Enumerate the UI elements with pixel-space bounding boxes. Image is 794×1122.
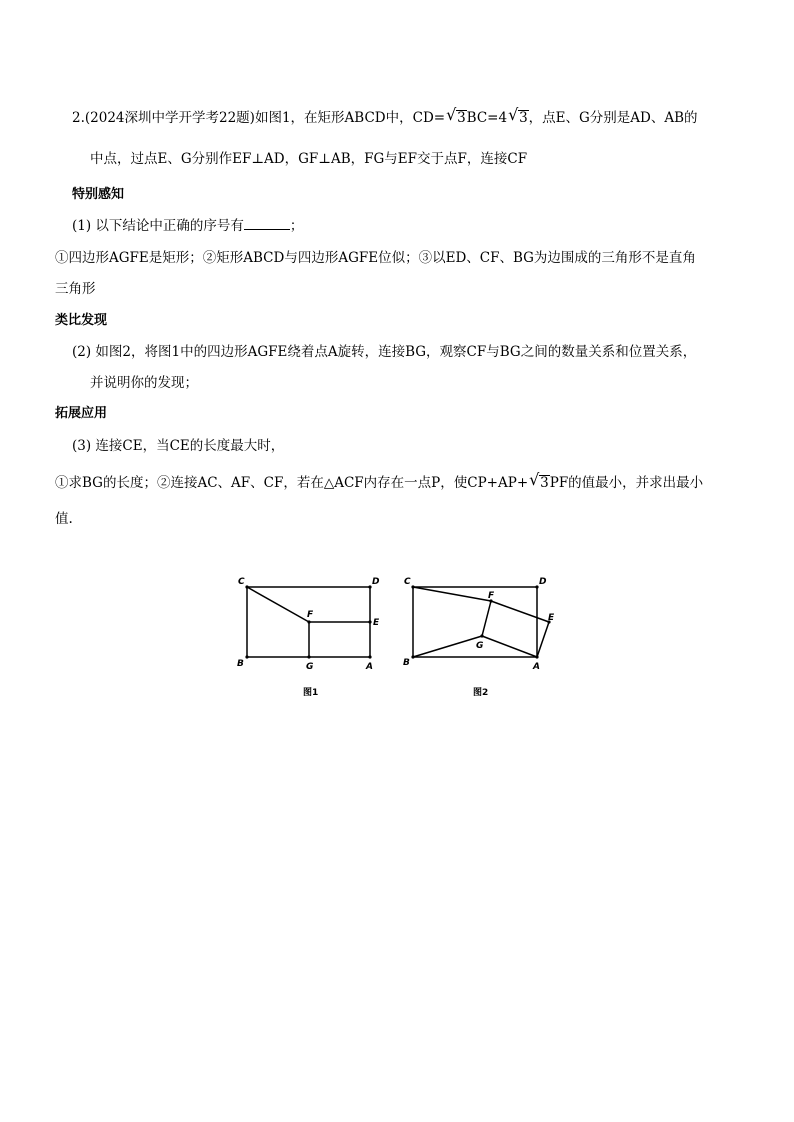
- sqrt-symbol: √ 3: [508, 108, 529, 128]
- figure-1-caption: 图1: [303, 688, 319, 698]
- answer-blank[interactable]: [244, 216, 290, 230]
- question-1-text: (1) 以下结论中正确的序号有: [72, 218, 244, 234]
- label-d: D: [539, 577, 547, 587]
- label-d: D: [372, 577, 380, 587]
- section-heading-2: 类比发现: [55, 313, 108, 328]
- problem-text-a: 2.(2024深圳中学开学考22题)如图1，在矩形ABCD中，CD=: [72, 110, 446, 126]
- question-3-text-b: PF的值最小，并求出最小: [549, 475, 704, 491]
- question-3-line-2: [55, 473, 703, 493]
- figure-2: [400, 570, 565, 680]
- label-a: A: [533, 662, 540, 672]
- problem-text-b: BC=4: [466, 110, 508, 126]
- label-g: G: [306, 662, 314, 672]
- label-f: F: [488, 591, 495, 601]
- question-2-line-1: (2) 如图2，将图1中的四边形AGFE绕着点A旋转，连接BG，观察CF与BG之间的数量关系和位置关系，: [72, 344, 697, 360]
- label-f: F: [307, 610, 314, 620]
- options-line-1: ①四边形AGFE是矩形；②矩形ABCD与四边形AGFE位似；③以ED、CF、BG为边围成的三角形不是直角: [55, 250, 696, 266]
- label-g: G: [476, 641, 484, 651]
- question-1-end: ；: [289, 218, 304, 234]
- options-line-2: 三角形: [55, 281, 96, 297]
- label-e: E: [373, 618, 380, 628]
- question-2-line-2: 并说明你的发现；: [90, 375, 198, 391]
- question-3-text-a: ①求BG的长度；②连接AC、AF、CF，若在△ACF内存在一点P，使CP+AP+: [55, 475, 529, 491]
- section-heading-3: 拓展应用: [55, 406, 108, 421]
- sqrt-symbol: √ 3: [446, 108, 467, 128]
- problem-text-c: ，点E、G分别是AD、AB的: [528, 110, 698, 126]
- question-3-line-1: (3) 连接CE，当CE的长度最大时，: [72, 438, 285, 454]
- question-3-line-3: 值.: [55, 511, 73, 527]
- problem-line-2: [90, 149, 527, 169]
- label-e: E: [548, 613, 555, 623]
- label-a: A: [366, 662, 373, 672]
- figure-1: [230, 570, 390, 680]
- figure-2-caption: 图2: [473, 688, 489, 698]
- section-heading-1: 特别感知: [72, 187, 125, 202]
- problem-text-line2: 中点，过点E、G分别作EF⊥AD，GF⊥AB，FG与EF交于点F，连接CF: [90, 151, 528, 167]
- label-c: C: [404, 577, 411, 587]
- label-b: B: [403, 658, 410, 668]
- label-c: C: [238, 577, 245, 587]
- sqrt-symbol: √ 3: [529, 473, 550, 493]
- problem-line-1: [72, 108, 698, 128]
- label-b: B: [237, 659, 244, 669]
- question-1: [72, 216, 303, 236]
